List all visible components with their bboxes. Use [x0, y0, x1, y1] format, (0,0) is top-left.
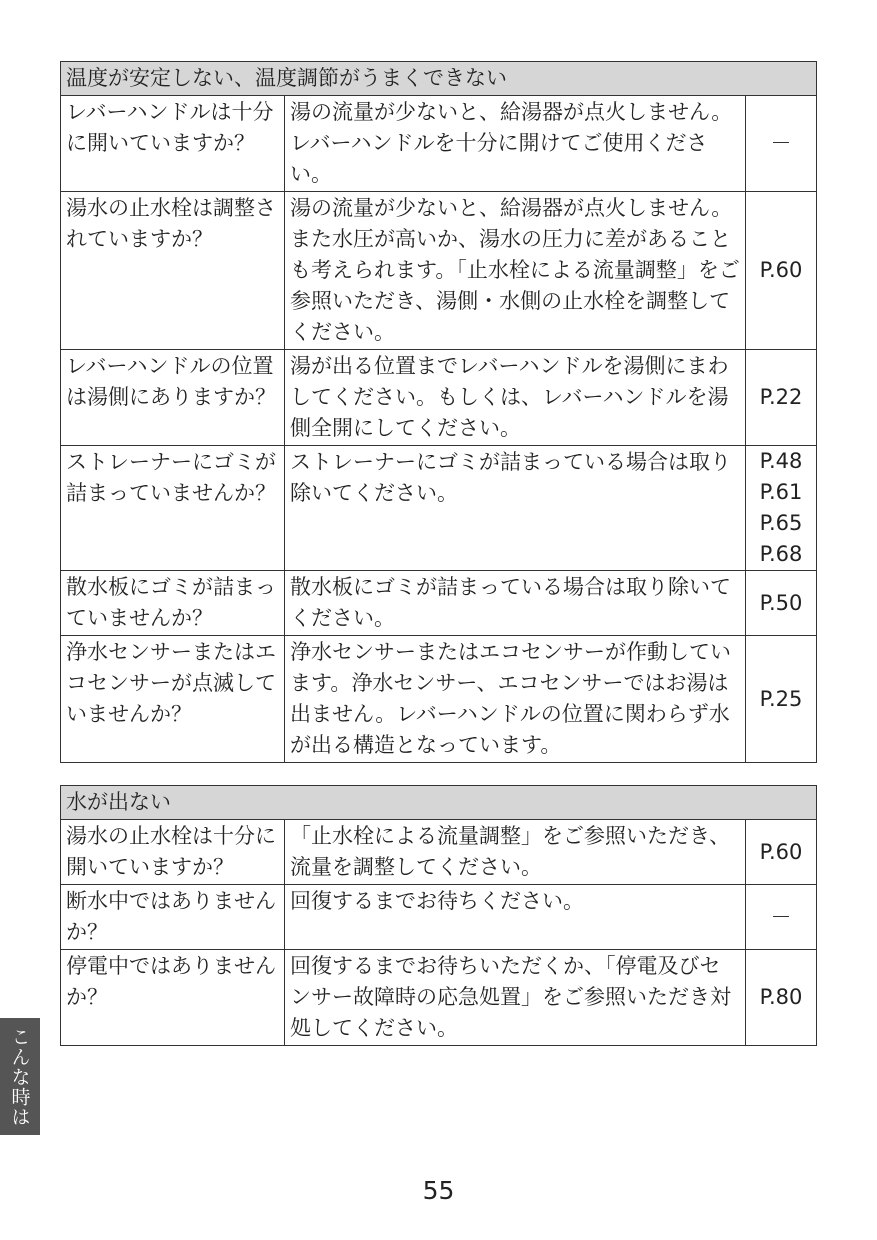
section-title: 水が出ない [61, 786, 817, 820]
page-number: 55 [422, 1176, 455, 1205]
troubleshooting-table-temperature [60, 61, 817, 763]
answer-cell: 回復するまでお待ちください。 [285, 885, 746, 950]
table-row [61, 192, 817, 350]
answer-cell: 「止水栓による流量調整」をご参照いただき、流量を調整してください。 [285, 820, 746, 885]
table-row [61, 636, 817, 763]
question-cell: 湯水の止水栓は十分に開いていますか？ [61, 820, 285, 885]
table-row [61, 820, 817, 885]
table-row [61, 950, 817, 1046]
page-ref-cell: P.50 [746, 571, 817, 636]
page-ref-cell: P.48 P.61 P.65 P.68 [746, 446, 817, 571]
page-ref-cell: P.60 [746, 192, 817, 350]
table-row [61, 571, 817, 636]
table-row [61, 350, 817, 446]
table-row [61, 885, 817, 950]
table-row [61, 96, 817, 192]
question-cell: 散水板にゴミが詰まっていませんか？ [61, 571, 285, 636]
page-ref-cell: P.60 [746, 820, 817, 885]
page-ref-cell: P.80 [746, 950, 817, 1046]
answer-cell: 浄水センサーまたはエコセンサーが作動しています。浄水センサー、エコセンサーではお湯は出ません。レバーハンドルの位置に関わらず水が出る構造となっています。 [285, 636, 746, 763]
question-cell: 浄水センサーまたはエコセンサーが点滅していませんか？ [61, 636, 285, 763]
answer-cell: 回復するまでお待ちいただくか、「停電及びセンサー故障時の応急処置」をご参照いただき対処してください。 [285, 950, 746, 1046]
table-row [61, 446, 817, 571]
section-header-row [61, 62, 817, 96]
answer-cell: ストレーナーにゴミが詰まっている場合は取り除いてください。 [285, 446, 746, 571]
question-cell: レバーハンドルは十分に開いていますか？ [61, 96, 285, 192]
page-ref-cell: － [746, 885, 817, 950]
question-cell: 断水中ではありませんか？ [61, 885, 285, 950]
answer-cell: 湯が出る位置までレバーハンドルを湯側にまわしてください。もしくは、レバーハンドルを湯側全開にしてください。 [285, 350, 746, 446]
question-cell: ストレーナーにゴミが詰まっていませんか？ [61, 446, 285, 571]
section-header-row [61, 786, 817, 820]
page-ref-cell: P.25 [746, 636, 817, 763]
answer-cell: 散水板にゴミが詰まっている場合は取り除いてください。 [285, 571, 746, 636]
troubleshooting-table-no-water [60, 785, 817, 1046]
question-cell: 湯水の止水栓は調整されていますか？ [61, 192, 285, 350]
page-ref-cell: － [746, 96, 817, 192]
side-index-tab: こんな時は [0, 1018, 40, 1135]
section-title: 温度が安定しない、温度調節がうまくできない [61, 62, 817, 96]
answer-cell: 湯の流量が少ないと、給湯器が点火しません。レバーハンドルを十分に開けてご使用ください。 [285, 96, 746, 192]
answer-cell: 湯の流量が少ないと、給湯器が点火しません。また水圧が高いか、湯水の圧力に差があることも考えられます。「止水栓による流量調整」をご参照いただき、湯側・水側の止水栓を調整してください。 [285, 192, 746, 350]
question-cell: 停電中ではありませんか？ [61, 950, 285, 1046]
page-ref-cell: P.22 [746, 350, 817, 446]
question-cell: レバーハンドルの位置は湯側にありますか？ [61, 350, 285, 446]
